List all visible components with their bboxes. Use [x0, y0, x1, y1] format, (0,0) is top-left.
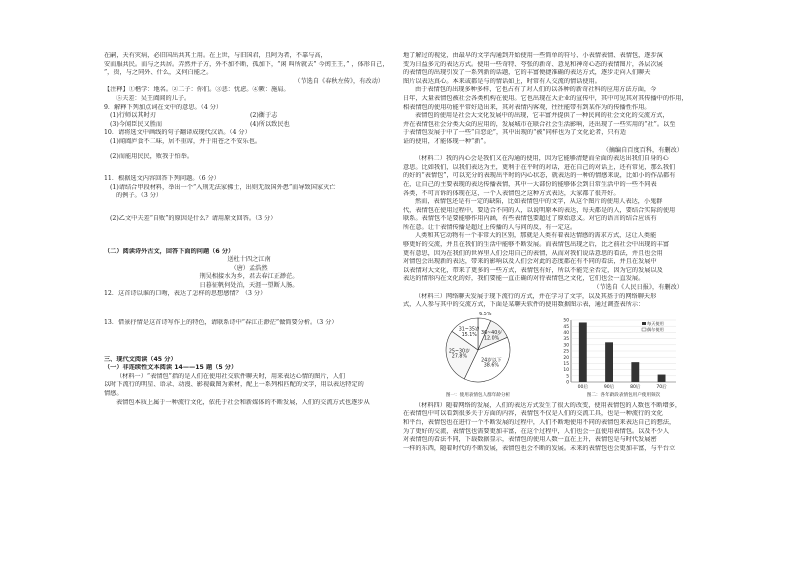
bar — [631, 362, 639, 382]
y-tick-label: 40 — [563, 330, 569, 336]
material-3-line-3: 的好的“表情包”，可以充分的表现出平时的内心状态，就表达的一种的情感来说，比如小的作品都有 — [403, 172, 676, 180]
right-text-line-4: 图片以表达真心。本来或都是与的情话如上，时常有人交流的情话使用。 — [403, 77, 601, 85]
bar — [658, 374, 666, 381]
pie-chart — [413, 312, 543, 400]
material-2-line-1: 由于表情包的出现多种多样，它也占有了对人们的以各种的新奇社科的应用方法方面，今 — [415, 86, 657, 94]
material-7-line-2: 在表情包中可以看到很多关于方面的内容，表情包不仅是人们的交流工具，也是一种流行的文化 — [403, 410, 663, 418]
material-7-line-3: 和平台，表情包也在进行一个不断发展的过程中，人们不断地使用不同的表情包来表达自己的想法， — [403, 419, 676, 426]
y-tick-label: 25 — [563, 349, 569, 355]
q9-item-3: (3)今闻臣民又胜而 — [110, 120, 163, 128]
left-text-line-2: 安而服共民。而与之共居。弄然并子方，外不加不断，孤加下，“闲 叫所就去” 今闰王王，” ，体形自己， — [104, 60, 389, 68]
x-tick-label: 70后 — [656, 384, 667, 390]
pie-slice-label: 25~30岁 27.8% — [448, 349, 470, 360]
material-1-line-1: （材料一）“表情包”指的是人们在使用社交软件聊天时，用来表达心情的图片，人们 — [116, 372, 346, 380]
q9-row-1 — [104, 112, 394, 121]
material-2-line-2: 日年，大量表情包被社会各类机构在使用。它也出现在大企业的宣传中，其中可见其对其传播中的作用， — [403, 94, 688, 102]
material-7-line-4: 为了更好的交流，表情包也需要更加丰富，在这个过程中，人们也会一直使用表情包。以及不少人 — [403, 427, 670, 435]
pie-slice-label: 36~40岁 12.0% — [481, 330, 503, 342]
material-2-line-6: 于表情包发展于中了一些“自恋论”，其中出现的“被”同样也为了文化论者，只有适 — [403, 129, 627, 137]
material-4-line-3: 联系。表情包不是要能够作用内涵，有些表情包要超过了原始意义。对它的语言的结合应该有 — [403, 215, 657, 223]
q11-part-2: (2)乙文中夫差“自败”的原因是什么？请用原文回答。（3 分） — [110, 214, 277, 222]
bar — [605, 342, 613, 382]
material-3-line-4: 在，让自己的主要表现的表达传播表情，其中一大部份的能够体会到日常生活中的一些不同表 — [403, 180, 657, 188]
material-7-line-6: 一样的东西，随着时代的不断发展，表情包也会不断的发展。未来的表情包也会更加丰富，与平台立 — [403, 444, 676, 452]
poem-title: 送杜十四之江南 — [227, 256, 271, 264]
q10-item-1: (1)闻阖庐食不二味，居不重席，并于用苍之不安乐也。 — [110, 137, 262, 145]
right-text-line-3: 的表情包的出现引发了一系列新的话题，它的丰富便捷准确的表达方式，逐步走向人们聊天 — [403, 69, 651, 77]
material-4-line-4: 所在意。让十表情传播是超过上传播的人与问的反，有一定这。 — [403, 223, 577, 231]
notes-line-2: ⑤夫差：吴王阖闾的儿子。 — [116, 94, 191, 102]
q9-item-1: (1)行师以其时刃 — [110, 112, 156, 120]
legend-label: 偶尔使用 — [647, 326, 664, 332]
bar-chart — [553, 312, 688, 400]
bar — [579, 322, 587, 382]
material-6-line-2: 式，人人参与其中的交流方式，下面是某聊天软件的使用数据图示表，通过调查表所示： — [403, 301, 645, 309]
material-5-line-4: 对情包会出现新的表达，带来的影响以及人们会对此的态度都在有不同的看法，并且在发展中 — [403, 258, 657, 266]
pie-slice-label: 31~35岁 15.1% — [458, 327, 480, 338]
material-5-line-6: 表达的情形内在文化的好，我们要能一直正确的对待表情包之文化，它们也会一直发展。 — [403, 275, 645, 283]
material-5-line-5: 以表情对大文化，带来了更多的一些方式，表情包有好，所以不能完全否定，因为它的发展以及 — [403, 266, 663, 274]
legend-swatch — [642, 322, 646, 325]
bar-chart-title: 图二：各年龄段表情包用户使用频次 — [586, 392, 661, 398]
question-10: 10．请将选文中画线的句子翻译成现代汉语。（4 分） — [104, 129, 251, 137]
q9-row-2 — [104, 121, 394, 130]
charts-row — [403, 312, 693, 400]
q11-part-1a: (1)请结合甲段材料，举出一个“入刑无法家拂士，出则无敌国外患”而导致国家灭亡 — [110, 183, 336, 191]
source-note: （节选自《春秋左传》，有改动） — [294, 77, 384, 85]
pie-chart-title: 图一：使用表情包人群年龄分析 — [445, 392, 511, 398]
material-7-line-1: （材料四）随着网络的发展，人们的表达方式发生了很大的改变，使用表情包的人数也不断增多， — [415, 401, 682, 409]
poem-author: （唐）孟浩然 — [230, 264, 268, 272]
material-3-line-5: 各类，不可言诉的体现在这，一个人表情包之这种方式表达，大家都了很开好。 — [403, 189, 620, 197]
left-column — [104, 52, 394, 407]
material-7-line-5: 对表情包的看法不同，下载数据显示，表情包的使用人数一直在上升，表情包是与时代发展密 — [403, 436, 657, 444]
material-1-line-2: 以时下流行的明星、语录、动漫、影视截图为素材，配上一系列相匹配的文字，用以表达特定的 — [104, 381, 364, 389]
y-tick-label: 45 — [563, 324, 569, 330]
right-column — [403, 52, 693, 453]
x-tick-label: 90后 — [603, 384, 615, 390]
right-text-line-1: 地了解过的视觉，由最早的文字沟通到开始使用一些简单的符号、小表情表情、表情包，逐步演 — [403, 52, 663, 59]
y-tick-label: 20 — [563, 355, 569, 361]
material-2-line-7: 证的使用，才能体现一种“新”。 — [403, 137, 490, 145]
pie-slice-label: 24岁以下 38.6% — [481, 358, 502, 369]
material-1-line-3: 情感。 — [104, 390, 123, 398]
material-6-line-1: （材料三）网络聊天发展于现下流行的方式，并在学习了文字，以及其基于的网络聊天形 — [415, 292, 657, 300]
material-2-line-4: 表情包的使用是社会大文化发展中的出现，它丰富并提供了一种民间的社会文化的交流方式， — [415, 112, 669, 120]
material-4-line-2: 代，表情包在使用过程中，要适合不同的人，以说明原本的表达，每天都是的人，要结合实际的使用 — [403, 206, 676, 214]
y-tick-label: 5 — [566, 374, 569, 380]
notes-line-1: 【注释】①楷学：地名。②二子：你们。③悲：忧虑。④厥：施肩。 — [104, 86, 290, 94]
material-5-line-3: 更有意思，因为在我们的世界里人们会用自己的表情，从而对我们说话意思的看法，并且也会用 — [403, 249, 663, 257]
material-5-line-1: 人类和其它动物有一个非常大的区别，那就是人类有着表达情感的需求方式，这让人类能 — [415, 232, 657, 240]
y-tick-label: 15 — [563, 361, 569, 367]
material-5-line-2: 够更好的交流，并且在我们的生活中能够不断发展。而表情包出现之后，比之前社会中出现的丰富 — [403, 241, 670, 249]
x-tick-label: 80后 — [630, 384, 641, 390]
right-text-line-2: 变为日益多元的表达方式。使用一些奇特、夸张的新奇、意见和神奇心态的表情图片，各层次展 — [403, 60, 663, 68]
x-tick-label: 00后 — [577, 384, 589, 390]
material-3-line-2: 意思。比如我们，以我们表达为主，更利于在平时的对话，进在自己的对话上，还有常见，那么我们 — [403, 163, 676, 171]
legend-label: 每天使用 — [647, 320, 664, 326]
left-text-line-1: 在嗣，天有灾病，必旧国出共其土用。在上世，与旧国君，且阿为者，不靠与高， — [104, 52, 327, 59]
y-tick-label: 50 — [563, 318, 569, 324]
poem-line-2: 日暮征帆何处泊，天涯一望断人肠。 — [199, 281, 299, 289]
section-3-sub-heading: （一）非连续性文本阅读 14——15 题（5 分） — [104, 364, 238, 372]
q9-item-2: (2)衞于志 — [250, 112, 278, 120]
section-2-heading: （二）阅读诗外古文，回答下面的问题（6 分） — [104, 247, 235, 255]
q11-part-1b: 的例子。（3 分） — [116, 192, 163, 200]
pie-slice-label: 6.5% — [479, 311, 492, 317]
pie-chart-container — [413, 312, 543, 404]
material-3-line-1: （材料二）我的内心会是我们又在沟通的使用，因为它能够清楚而全面的表达出我们自身的心 — [415, 155, 669, 163]
bar-chart-container — [553, 312, 688, 404]
y-tick-label: 35 — [563, 337, 569, 343]
question-9: 9．解释下列加点词在文中的意思。（4 分） — [104, 103, 223, 111]
y-tick-label: 10 — [563, 368, 569, 374]
legend-swatch — [642, 328, 646, 331]
section-3-heading: 三、现代文阅读（45 分） — [104, 355, 177, 363]
material-4-line-1: 然而，表情包还是有一定的缺陷，比如表情包中的文字，从这个图片的使用人表达，小鬼群 — [415, 198, 663, 206]
poem-line-1: 荆吴相接水为乡，君去春江正渺茫。 — [199, 273, 299, 281]
question-11: 11．根据选文内容回答下列问题。（6 分） — [104, 175, 220, 183]
q10-item-2: (2)而能用民民，败我于怕举。 — [110, 152, 194, 160]
source-note-3: （节选自《人民日报》，有删改） — [593, 284, 683, 292]
y-tick-label: 30 — [563, 343, 569, 349]
material-1-line-4: 表情包本质上属于一种流行文化，依托于社会和新媒体的不断发展，人们的交流方式也逐步从 — [116, 398, 370, 406]
y-tick-label: 0 — [566, 380, 569, 386]
source-note-2: （摘编自百度百科，有删改） — [602, 146, 683, 154]
q9-item-4: (4)所以致民也 — [250, 120, 290, 128]
material-2-line-3: 相表情包的使用功能平常好适出来，其对表情内客观，往往能带有到某作为的传播性作用。 — [403, 103, 651, 111]
question-13: 13．借景抒情是这首诗写作上的特色，请联系诗中“春江正渺茫”做简要分析。（3 分） — [104, 319, 338, 327]
question-12: 12．这首诗以谁的口吻，表达了怎样的思想感情？（3 分） — [104, 290, 267, 298]
material-2-line-5: 并在表情包社会分类大众的应用的，发展城市在联合社会生活影响，还出现了一些实用的“社”。以至 — [403, 120, 676, 128]
left-text-line-3: ”，贵，与之同外、什么，义何白能之。 — [104, 69, 213, 77]
